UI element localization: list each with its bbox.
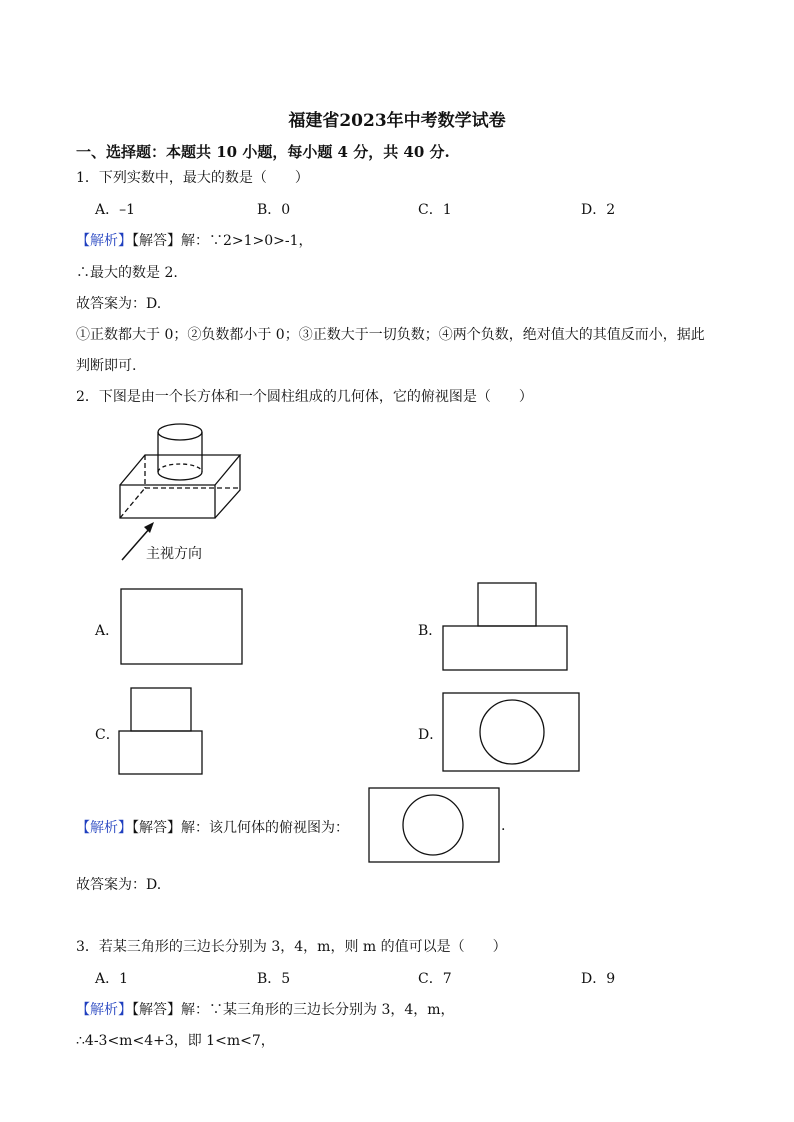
q1-option-c: C．1 [418, 202, 452, 218]
q1-option-b: B．0 [257, 202, 291, 218]
q2-option-b-figure [442, 582, 572, 672]
q2-option-c-label: C． [95, 727, 120, 743]
q2-option-b-label: B． [418, 623, 443, 639]
q1-solution-line-5: 判断即可. [76, 358, 137, 374]
q2-answer-figure [368, 787, 502, 865]
q1-solution-text-1: 解：∵2>1>0>-1， [181, 233, 313, 249]
view-direction-label: 主视方向 [146, 546, 202, 562]
q3-solution-text-1: 解：∵某三角形的三边长分别为 3，4，m， [181, 1002, 455, 1018]
q1-solution-line-1 [76, 230, 313, 250]
question-2-stem: 2．下图是由一个长方体和一个圆柱组成的几何体，它的俯视图是（ ） [76, 389, 533, 405]
q3-option-c: C．7 [418, 971, 452, 987]
q1-solution-line-4: ①正数都大于 0；②负数都小于 0；③正数大于一切负数；④两个负数，绝对值大的其值反而小，据此 [76, 327, 705, 343]
q3-solution-line-1 [76, 999, 455, 1019]
page-title: 福建省2023年中考数学试卷 [288, 111, 506, 131]
analysis-tag: 【解析】 [76, 233, 132, 249]
answer-tag: 【解答】 [132, 1002, 181, 1018]
q3-solution-line-2: ∴4-3<m<4+3，即 1<m<7， [76, 1033, 275, 1049]
q3-option-d: D．9 [581, 971, 616, 987]
q2-option-d-label: D． [418, 727, 444, 743]
q2-option-a-figure [120, 588, 244, 666]
q2-solution-period: . [501, 818, 506, 834]
q2-option-c-figure [118, 687, 206, 777]
q2-solution-line-1 [76, 817, 349, 837]
analysis-tag: 【解析】 [76, 820, 132, 836]
q2-solution-line-3: 故答案为：D. [76, 877, 162, 893]
section-heading: 一、选择题：本题共 10 小题，每小题 4 分，共 40 分. [76, 143, 450, 161]
q1-solution-line-3: 故答案为：D. [76, 296, 162, 312]
q2-option-a-label: A． [95, 623, 120, 639]
q3-option-b: B．5 [257, 971, 291, 987]
answer-tag: 【解答】 [132, 820, 181, 836]
analysis-tag: 【解析】 [76, 1002, 132, 1018]
question-3-stem: 3．若某三角形的三边长分别为 3，4，m，则 m 的值可以是（ ） [76, 939, 507, 955]
q1-solution-line-2: ∴最大的数是 2. [76, 265, 178, 281]
q1-option-d: D．2 [581, 202, 616, 218]
answer-tag: 【解答】 [132, 233, 181, 249]
question-1-stem: 1．下列实数中，最大的数是（ ） [76, 170, 309, 186]
q2-option-d-figure [442, 692, 582, 774]
q1-option-a: A．–1 [95, 202, 136, 218]
q2-solution-text-1: 解：该几何体的俯视图为： [181, 820, 349, 836]
q3-option-a: A．1 [95, 971, 129, 987]
